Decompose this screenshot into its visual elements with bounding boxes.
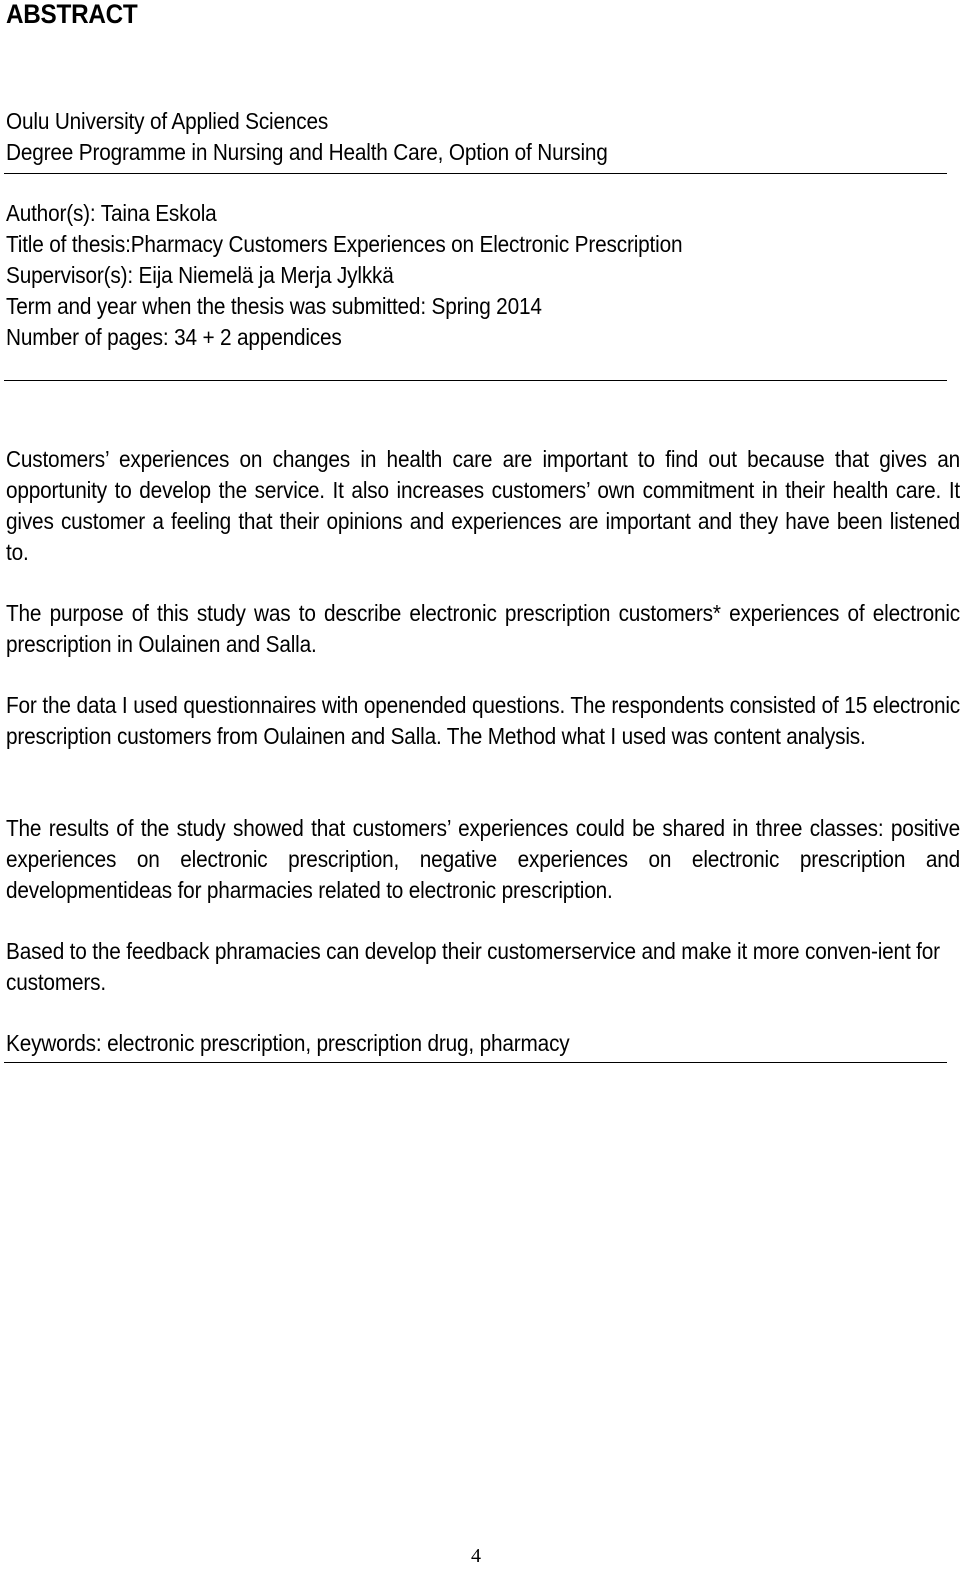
abstract-paragraph-4: The results of the study showed that customers’ experiences could be shared in three classes: positive experiences on electronic prescription, negative experiences on electronic prescription and developmentideas for pharmacies related to electronic prescription. xyxy=(6,815,960,903)
term-line: Term and year when the thesis was submitted: Spring 2014 xyxy=(6,293,542,319)
keywords-line: Keywords: electronic prescription, prescription drug, pharmacy xyxy=(6,1030,570,1056)
pages-line: Number of pages: 34 + 2 appendices xyxy=(6,324,342,350)
abstract-paragraph-5: Based to the feedback phramacies can develop their customerservice and make it more conven-ient for customers. xyxy=(6,938,940,995)
abstract-paragraph-1: Customers’ experiences on changes in health care are important to find out because that gives an opportunity to develop the service. It also increases customers’ own commitment in their health care. It gives customer a feeling that their opinions and experiences are important and they have been listened to. xyxy=(6,446,960,565)
divider-bottom xyxy=(4,1062,947,1063)
thesis-metadata-block xyxy=(6,198,682,353)
divider-middle xyxy=(4,380,947,381)
degree-programme: Degree Programme in Nursing and Health Care, Option of Nursing xyxy=(6,139,608,165)
page-number: 4 xyxy=(471,1545,481,1567)
divider-top xyxy=(4,173,947,174)
abstract-paragraph-2: The purpose of this study was to describe electronic prescription customers* experiences of electronic prescription in Oulainen and Salla. xyxy=(6,600,960,657)
supervisors-line: Supervisor(s): Eija Niemelä ja Merja Jylkkä xyxy=(6,262,394,288)
author-line: Author(s): Taina Eskola xyxy=(6,200,217,226)
abstract-heading: ABSTRACT xyxy=(6,0,138,29)
thesis-title-line: Title of thesis:Pharmacy Customers Experiences on Electronic Prescription xyxy=(6,231,683,257)
institution-block xyxy=(6,106,608,168)
university-name: Oulu University of Applied Sciences xyxy=(6,108,329,134)
abstract-paragraph-3: For the data I used questionnaires with openended questions. The respondents consisted of 15 electronic prescription customers from Oulainen and Salla. The Method what I used was content analysis. xyxy=(6,692,960,749)
